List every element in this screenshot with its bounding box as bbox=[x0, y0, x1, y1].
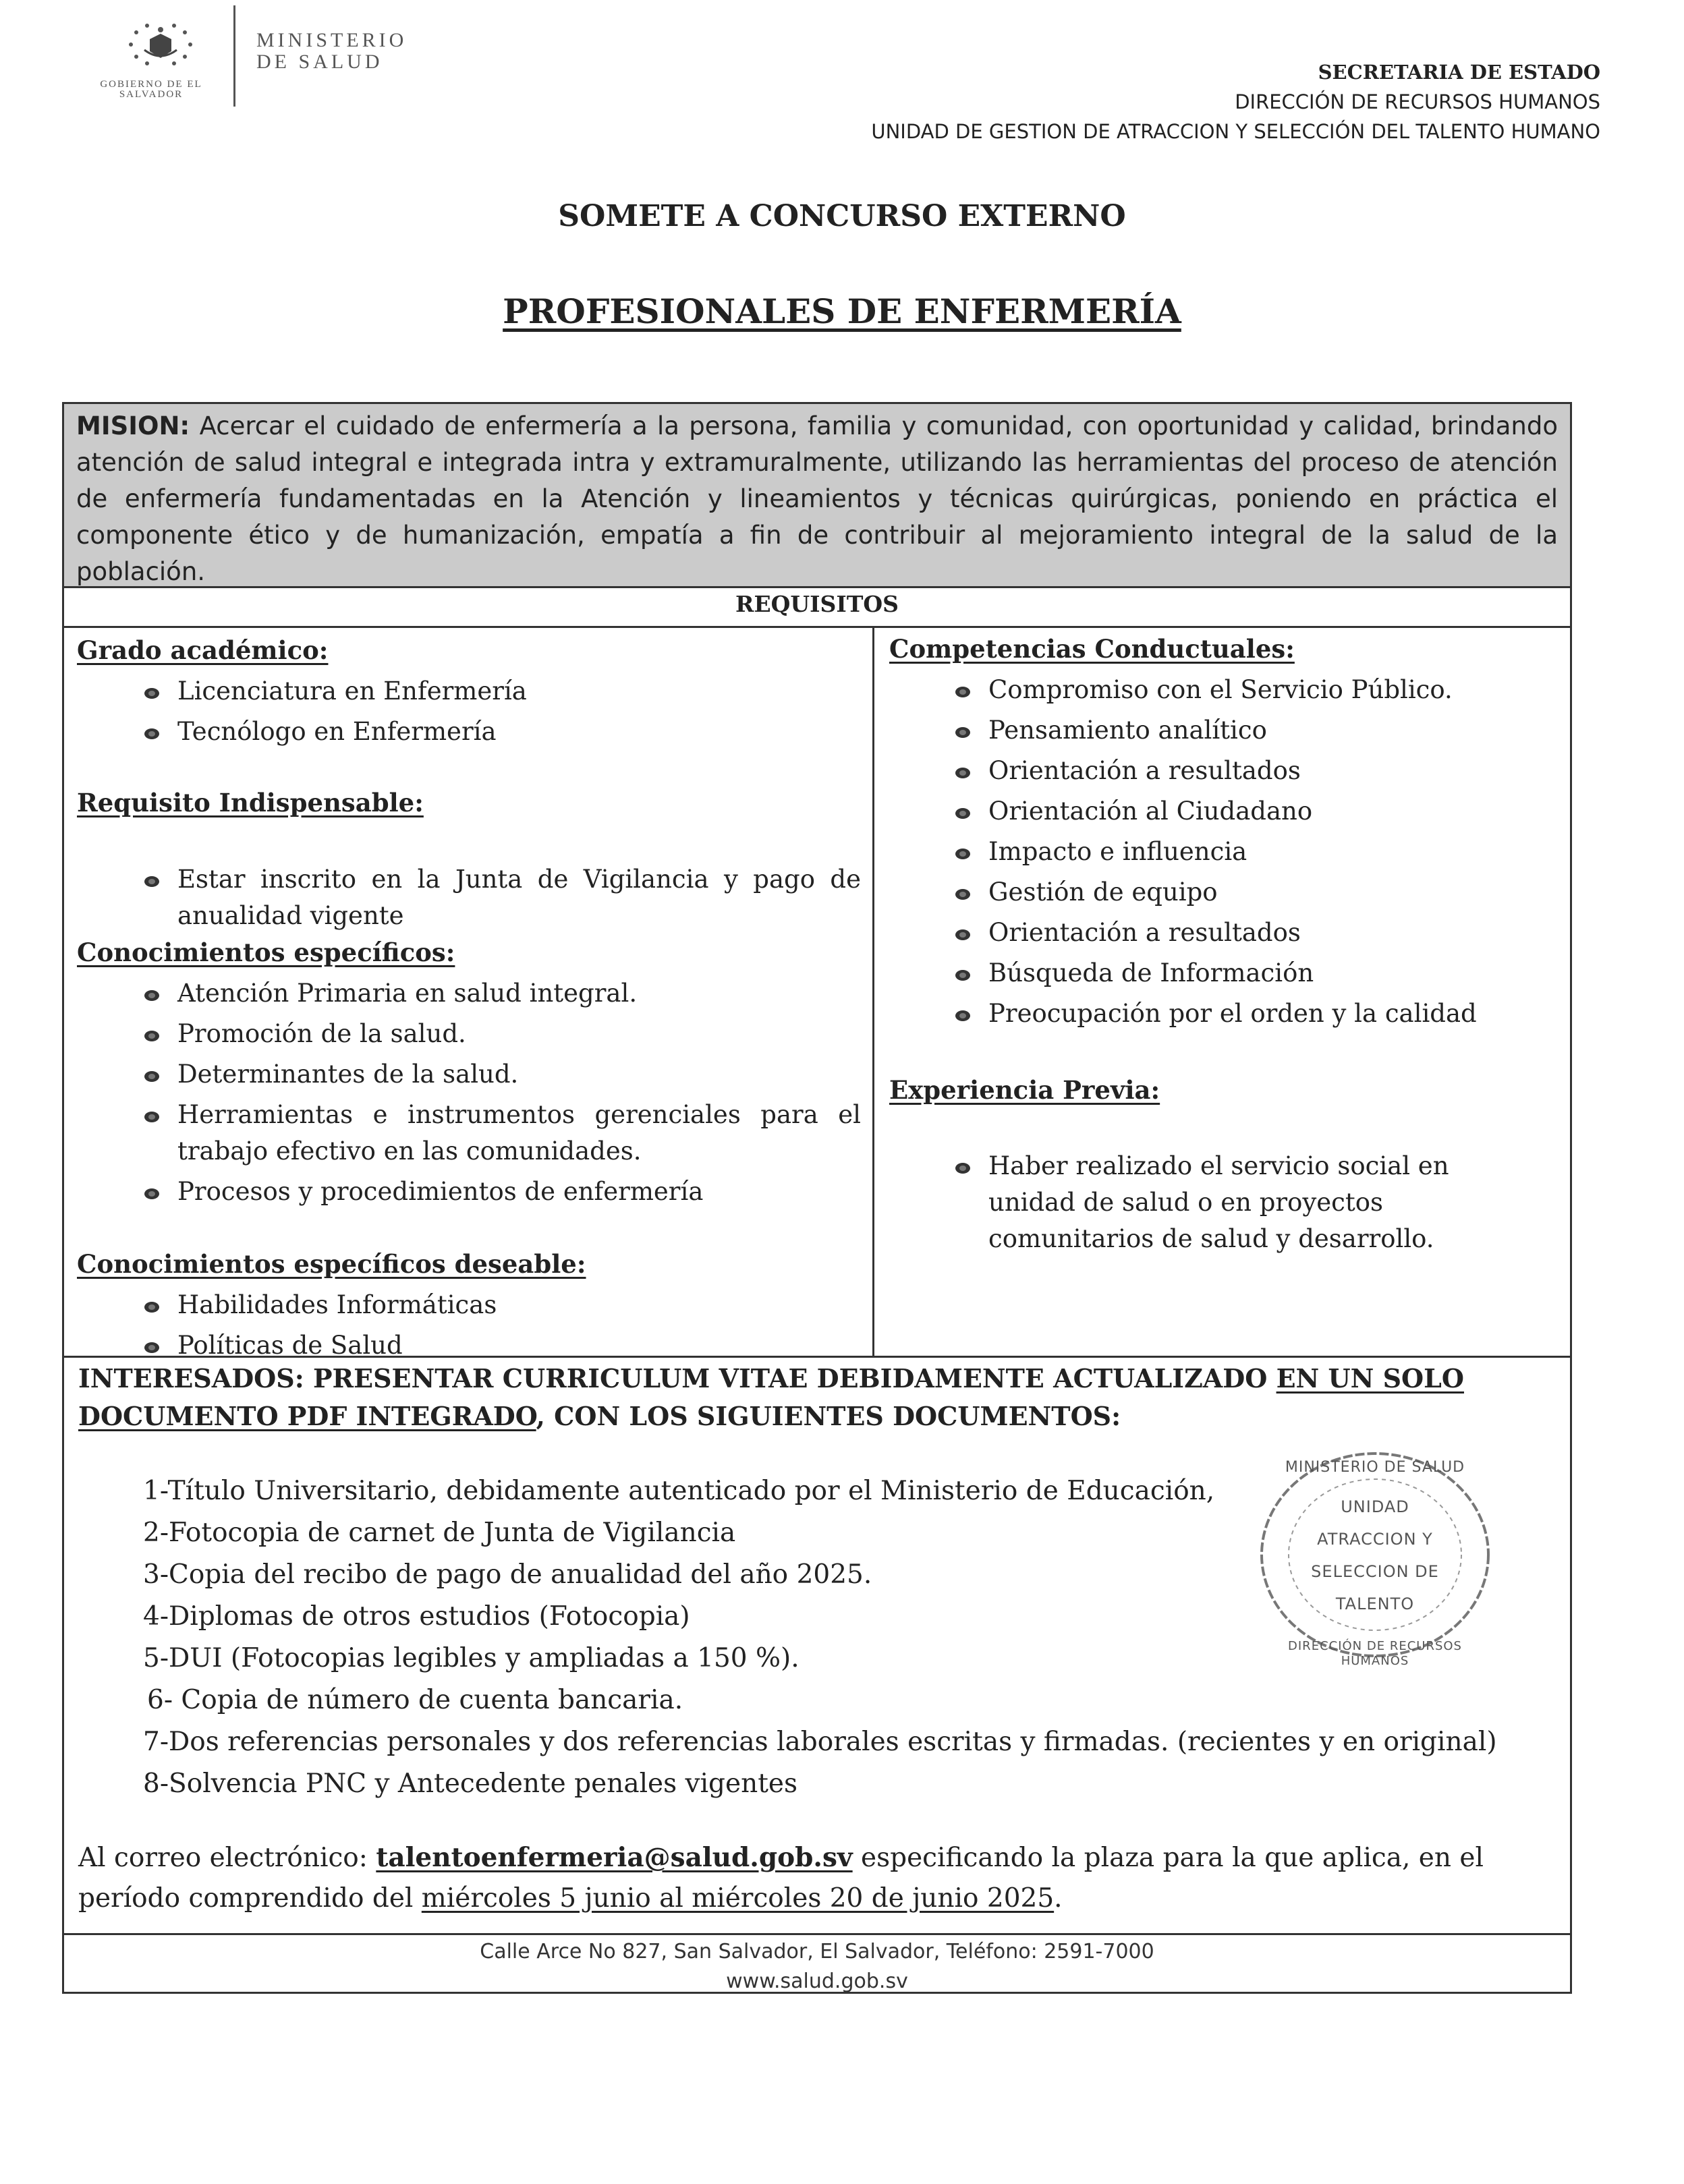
list-item: Determinantes de la salud. bbox=[78, 1056, 861, 1093]
stamp-ring-top: MINISTERIO DE SALUD bbox=[1285, 1459, 1465, 1476]
mission-text: Acercar el cuidado de enfermería a la persona, familia y comunidad, con oportunidad y calidad, brindando atención de salud integral e integrada intra y extramuralmente, utilizando las herramientas del proceso de atención de enfermería fundamentadas en la Atención y lineamientos y técnicas quirúrgicas, poniendo en práctica el componente ético y de humanización, empatía a fin de contribuir al mejoramiento integral de la salud de la población. bbox=[76, 411, 1558, 586]
bullet-icon bbox=[144, 1342, 159, 1353]
bullet-icon bbox=[144, 876, 159, 887]
bullet-icon bbox=[955, 808, 970, 819]
stamp-ring-bottom: DIRECCIÓN DE RECURSOS HUMANOS bbox=[1288, 1639, 1462, 1668]
list-item: Pensamiento analítico bbox=[889, 712, 1537, 749]
indispensable-title: Requisito Indispensable: bbox=[77, 788, 424, 817]
bullet-icon bbox=[144, 728, 159, 739]
bullet-icon bbox=[955, 849, 970, 859]
document-item: 1-Título Universitario, debidamente autenticado por el Ministerio de Educación, bbox=[143, 1476, 1215, 1506]
conocimientos-title: Conocimientos específicos: bbox=[77, 938, 455, 967]
document-item: 8-Solvencia PNC y Antecedente penales vigentes bbox=[143, 1769, 797, 1799]
footer-divider bbox=[62, 1933, 1572, 1935]
experiencia-title: Experiencia Previa: bbox=[889, 1075, 1160, 1105]
bullet-icon bbox=[144, 1302, 159, 1313]
bullet-icon bbox=[955, 687, 970, 697]
list-item: Orientación a resultados bbox=[889, 753, 1537, 789]
list-item: Atención Primaria en salud integral. bbox=[78, 975, 861, 1012]
list-item: Habilidades Informáticas bbox=[78, 1287, 861, 1323]
bullet-icon bbox=[144, 1071, 159, 1082]
header-secretaria: SECRETARIA DE ESTADO bbox=[1318, 61, 1600, 84]
stamp-text: UNIDAD ATRACCION Y SELECCION DE TALENTO bbox=[1311, 1497, 1439, 1613]
list-item: Políticas de Salud bbox=[78, 1327, 861, 1364]
mission-label: MISION: bbox=[76, 411, 190, 440]
list-item: Promoción de la salud. bbox=[78, 1016, 861, 1052]
bullet-icon bbox=[955, 768, 970, 778]
footer-website[interactable]: www.salud.gob.sv bbox=[726, 1970, 908, 1993]
bullet-icon bbox=[144, 1188, 159, 1199]
interesados-instructions: INTERESADOS: PRESENTAR CURRICULUM VITAE DEBIDAMENTE ACTUALIZADO EN UN SOLO DOCUMENTO PDF INTEGRADO, CON LOS SIGUIENTES DOCUMENTOS: bbox=[78, 1363, 1464, 1431]
application-period: miércoles 5 junio al miércoles 20 de junio 2025 bbox=[421, 1883, 1055, 1914]
document-item: 3-Copia del recibo de pago de anualidad del año 2025. bbox=[143, 1559, 872, 1590]
bullet-icon bbox=[955, 929, 970, 940]
document-item: 4-Diplomas de otros estudios (Fotocopia) bbox=[143, 1601, 690, 1632]
mission-block bbox=[64, 404, 1570, 586]
bullet-icon bbox=[144, 1031, 159, 1041]
list-item: Impacto e influencia bbox=[889, 834, 1537, 870]
list-item: Haber realizado el servicio social en unidad de salud o en proyectos comunitarios de salud y desarrollo. bbox=[889, 1148, 1537, 1257]
divider bbox=[62, 586, 1572, 588]
email-instructions: Al correo electrónico: talentoenfermeria@salud.gob.sv especificando la plaza para la que aplica, en el período comprendido del miércoles 5 junio al miércoles 20 de junio 2025. bbox=[78, 1842, 1484, 1914]
bullet-icon bbox=[955, 970, 970, 981]
header-direccion: DIRECCIÓN DE RECURSOS HUMANOS bbox=[1235, 90, 1600, 113]
list-item: Estar inscrito en la Junta de Vigilancia y pago de anualidad vigente bbox=[78, 861, 861, 934]
list-item: Orientación al Ciudadano bbox=[889, 793, 1537, 830]
bullet-icon bbox=[955, 889, 970, 900]
list-item: Búsqueda de Información bbox=[889, 955, 1537, 992]
grado-title: Grado académico: bbox=[77, 635, 329, 665]
indispensable-list bbox=[78, 861, 861, 934]
logo-separator bbox=[233, 5, 235, 107]
experiencia-list bbox=[889, 1148, 1537, 1257]
document-item: 7-Dos referencias personales y dos referencias laborales escritas y firmadas. (recientes y en original) bbox=[143, 1727, 1497, 1757]
list-item: Licenciatura en Enfermería bbox=[78, 673, 861, 710]
deseable-list bbox=[78, 1287, 861, 1364]
competencias-list bbox=[889, 672, 1537, 1032]
list-item: Gestión de equipo bbox=[889, 874, 1537, 911]
grado-list bbox=[78, 673, 861, 750]
list-item: Procesos y procedimientos de enfermería bbox=[78, 1174, 861, 1210]
official-stamp bbox=[1254, 1443, 1496, 1666]
bullet-icon bbox=[955, 1010, 970, 1021]
page-subtitle: PROFESIONALES DE ENFERMERÍA bbox=[503, 291, 1181, 331]
government-name: GOBIERNO DE EL SALVADOR bbox=[100, 79, 202, 100]
column-divider bbox=[872, 626, 874, 1357]
deseable-title: Conocimientos específicos deseable: bbox=[77, 1249, 586, 1279]
divider bbox=[62, 626, 1572, 628]
bullet-icon bbox=[144, 990, 159, 1001]
footer-address: Calle Arce No 827, San Salvador, El Salvador, Teléfono: 2591-7000 bbox=[480, 1940, 1154, 1963]
ministry-name: MINISTERIO DE SALUD bbox=[256, 29, 408, 73]
bullet-icon bbox=[955, 727, 970, 738]
list-item: Orientación a resultados bbox=[889, 915, 1537, 951]
bullet-icon bbox=[144, 688, 159, 699]
competencias-title: Competencias Conductuales: bbox=[889, 634, 1295, 664]
conocimientos-list bbox=[78, 975, 861, 1210]
bullet-icon bbox=[144, 1112, 159, 1122]
bullet-icon bbox=[955, 1163, 970, 1174]
list-item: Preocupación por el orden y la calidad bbox=[889, 996, 1537, 1032]
list-item: Herramientas e instrumentos gerenciales para el trabajo efectivo en las comunidades. bbox=[78, 1097, 861, 1170]
document-item: 2-Fotocopia de carnet de Junta de Vigilancia bbox=[143, 1518, 736, 1548]
document-item: 5-DUI (Fotocopias legibles y ampliadas a 150 %). bbox=[143, 1643, 799, 1673]
list-item: Tecnólogo en Enfermería bbox=[78, 714, 861, 750]
header-unidad: UNIDAD DE GESTION DE ATRACCION Y SELECCIÓN DEL TALENTO HUMANO bbox=[871, 120, 1600, 143]
document-item: 6- Copia de número de cuenta bancaria. bbox=[147, 1685, 683, 1715]
requisitos-title: REQUISITOS bbox=[735, 591, 899, 617]
page-title: SOMETE A CONCURSO EXTERNO bbox=[558, 199, 1126, 233]
list-item: Compromiso con el Servicio Público. bbox=[889, 672, 1537, 708]
email-link[interactable]: talentoenfermeria@salud.gob.sv bbox=[376, 1842, 853, 1873]
